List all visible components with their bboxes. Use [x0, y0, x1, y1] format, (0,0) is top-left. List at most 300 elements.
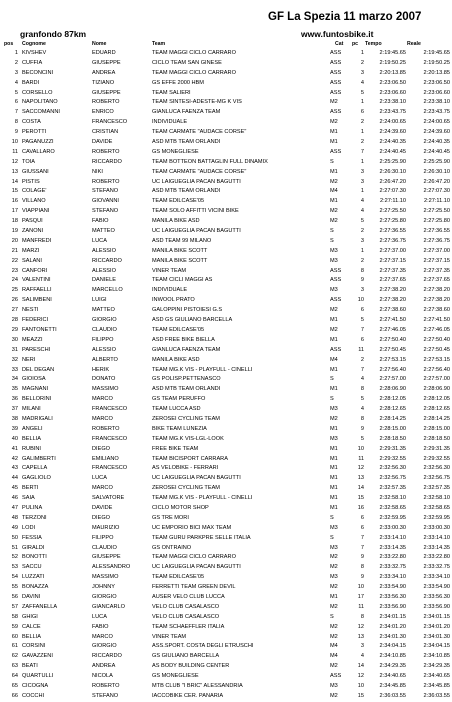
cell-surname: CORSELLO	[22, 89, 53, 96]
cell-name: ROBERTO	[92, 178, 120, 185]
table-row	[0, 98, 452, 108]
cell-time: 2:33:14.35	[379, 544, 406, 551]
cell-time: 2:27:37.00	[379, 247, 406, 254]
cell-name: GIORGIO	[92, 317, 117, 324]
cell-pos: 53	[11, 564, 18, 571]
cell-real: 2:29:31.35	[423, 445, 450, 452]
cell-time: 2:28:15.00	[379, 425, 406, 432]
cell-time: 2:32:57.35	[379, 485, 406, 492]
cell-real: 2:36:03.55	[423, 692, 450, 699]
cell-real: 2:19:45.65	[423, 50, 450, 56]
table-row	[0, 346, 452, 356]
cell-time: 2:34:10.85	[379, 653, 406, 660]
cell-cat: ASS	[330, 89, 342, 96]
cell-pc: 5	[360, 317, 364, 324]
cell-cat: M2	[330, 415, 338, 422]
cell-cat: M3	[330, 574, 338, 581]
cell-surname: CUFFIA	[22, 59, 43, 66]
cell-cat: S	[330, 158, 334, 165]
cell-time: 2:24:40.45	[379, 148, 406, 155]
cell-team: CICLO MOTOR SHOP	[152, 504, 209, 511]
cell-name: DANIELE	[92, 277, 116, 284]
cell-time: 2:34:45.85	[379, 683, 406, 689]
table-row	[0, 316, 452, 326]
cell-cat: M4	[330, 653, 338, 660]
cell-team: UC LAIGUEGLIA PACAN BAGUTTI	[152, 178, 241, 185]
cell-real: 2:33:22.80	[423, 554, 450, 561]
cell-pos: 33	[11, 366, 18, 373]
cell-pos: 18	[11, 218, 18, 225]
cell-pos: 20	[11, 237, 18, 244]
cell-name: MASSIMO	[92, 386, 119, 393]
table-row	[0, 366, 452, 376]
cell-surname: BONOTTI	[22, 554, 47, 561]
cell-team: AS BODY BUILDING CENTER	[152, 663, 230, 670]
table-row	[0, 237, 452, 247]
cell-name: ENRICO	[92, 109, 114, 116]
table-row	[0, 484, 452, 494]
cell-real: 2:32:56.75	[423, 475, 450, 482]
cell-surname: ZANONI	[22, 228, 44, 235]
table-row	[0, 158, 452, 168]
table-row	[0, 652, 452, 662]
cell-pos: 12	[11, 158, 18, 165]
cell-real: 2:32:56.30	[423, 465, 450, 472]
cell-pos: 60	[11, 633, 18, 640]
cell-team: UC LAIGUEGLIA PACAN BAGUTTI	[152, 475, 241, 482]
table-row	[0, 662, 452, 672]
cell-pos: 65	[11, 683, 18, 689]
cell-team: VINER TEAM	[152, 633, 187, 640]
cell-surname: MAGNANI	[22, 386, 49, 393]
cell-pos: 39	[11, 425, 18, 432]
cell-cat: M1	[330, 455, 338, 462]
cell-pc: 6	[360, 109, 364, 116]
cell-pc: 2	[360, 257, 364, 264]
cell-surname: PISTIS	[22, 178, 40, 185]
table-row	[0, 593, 452, 603]
cell-real: 2:34:01.15	[423, 613, 450, 620]
cell-name: MARCELLO	[92, 287, 123, 294]
cell-pc: 3	[360, 237, 364, 244]
cell-pc: 6	[360, 336, 364, 343]
cell-team: TEAM MG.K VIS-LGL-LOOK	[152, 435, 224, 442]
cell-team: TEAM MAGGI CICLO CARRARO	[152, 554, 236, 561]
cell-team: TEAM MG.K VIS - PLAYFULL - CINELLI	[152, 495, 253, 502]
cell-surname: LUZZATI	[22, 574, 45, 581]
cell-pos: 46	[11, 495, 18, 502]
cell-team: GS POLISP.PETTENASCO	[152, 376, 221, 383]
cell-time: 2:33:56.30	[379, 593, 406, 600]
cell-real: 2:27:56.40	[423, 366, 450, 373]
cell-pos: 15	[11, 188, 18, 195]
cell-time: 2:32:58.10	[379, 495, 406, 502]
cell-time: 2:27:41.50	[379, 317, 406, 324]
cell-name: EDUARD	[92, 50, 116, 56]
cell-pos: 62	[11, 653, 18, 660]
cell-name: TIZIANO	[92, 79, 115, 86]
cell-surname: FESSIA	[22, 534, 42, 541]
cell-team: GS EFFE 2000 HBM	[152, 79, 204, 86]
cell-cat: M2	[330, 326, 338, 333]
cell-real: 2:28:06.90	[423, 386, 450, 393]
cell-cat: ASS	[330, 346, 342, 353]
cell-team: TEAM CARMATE "AUDACE CORSE"	[152, 168, 247, 175]
header-time: Tempo	[365, 41, 382, 47]
table-row	[0, 514, 452, 524]
table-row	[0, 524, 452, 534]
table-row	[0, 385, 452, 395]
cell-pc: 4	[360, 653, 364, 660]
cell-name: FILIPPO	[92, 534, 114, 541]
cell-surname: VILLANO	[22, 198, 46, 205]
cell-real: 2:28:14.25	[423, 415, 450, 422]
cell-surname: MARZI	[22, 247, 40, 254]
cell-name: FABIO	[92, 218, 109, 225]
cell-time: 2:27:36.55	[379, 228, 406, 235]
cell-time: 2:23:06.50	[379, 79, 406, 86]
cell-name: LUIGI	[92, 297, 107, 304]
table-row	[0, 257, 452, 267]
cell-name: ALESSIO	[92, 346, 116, 353]
cell-cat: ASS	[330, 59, 342, 66]
cell-pc: 7	[360, 326, 364, 333]
table-row	[0, 563, 452, 573]
cell-real: 2:27:25.50	[423, 208, 450, 215]
cell-time: 2:28:18.50	[379, 435, 406, 442]
cell-surname: BELLIA	[22, 633, 41, 640]
cell-time: 2:27:56.40	[379, 366, 406, 373]
cell-team: VELO CLUB CASALASCO	[152, 603, 220, 610]
cell-team: TEAM MG.K VIS - PLAYFULL - CINELLI	[152, 366, 253, 373]
cell-pc: 8	[360, 386, 364, 393]
table-row	[0, 603, 452, 613]
cell-real: 2:34:10.85	[423, 653, 450, 660]
table-row	[0, 336, 452, 346]
cell-pos: 14	[11, 178, 18, 185]
cell-surname: ANGELI	[22, 425, 43, 432]
cell-pc: 7	[360, 544, 364, 551]
cell-pc: 12	[357, 673, 364, 680]
table-row	[0, 474, 452, 484]
cell-team: FERRETTI TEAM GREEN DEVIL	[152, 584, 236, 591]
table-row	[0, 415, 452, 425]
cell-name: FABIO	[92, 623, 109, 630]
table-row	[0, 633, 452, 643]
cell-team: VELO CLUB CASALASCO	[152, 613, 220, 620]
cell-name: DIEGO	[92, 445, 111, 452]
cell-pc: 11	[358, 603, 364, 610]
cell-real: 2:27:38.20	[423, 287, 450, 294]
table-row	[0, 89, 452, 99]
cell-cat: M2	[330, 178, 338, 185]
cell-name: STEFANO	[92, 692, 119, 699]
cell-time: 2:34:04.15	[379, 643, 406, 650]
cell-name: ROBERTO	[92, 148, 120, 155]
cell-pc: 8	[360, 564, 364, 571]
cell-cat: M1	[330, 504, 338, 511]
cell-pc: 3	[360, 178, 364, 185]
cell-real: 2:27:07.30	[423, 188, 450, 195]
cell-pos: 6	[14, 99, 18, 106]
cell-name: RICCARDO	[92, 158, 122, 165]
cell-team: ASD MTB TEAM ORLANDI	[152, 139, 221, 146]
cell-real: 2:27:50.40	[423, 336, 450, 343]
table-row	[0, 494, 452, 504]
cell-real: 2:28:18.50	[423, 435, 450, 442]
cell-real: 2:27:36.75	[423, 237, 450, 244]
cell-surname: LODI	[22, 524, 36, 531]
cell-pc: 4	[360, 376, 364, 383]
cell-pos: 27	[11, 307, 18, 314]
cell-pc: 12	[357, 623, 364, 630]
cell-cat: M2	[330, 119, 338, 126]
cell-pos: 29	[11, 326, 18, 333]
table-row	[0, 425, 452, 435]
cell-surname: MEAZZI	[22, 336, 43, 343]
cell-pos: 40	[11, 435, 18, 442]
cell-cat: M3	[330, 406, 338, 413]
cell-real: 2:32:57.35	[423, 485, 450, 492]
table-row	[0, 108, 452, 118]
cell-cat: M1	[330, 129, 338, 136]
cell-pos: 8	[14, 119, 18, 126]
cell-surname: VALENTINI	[22, 277, 51, 284]
cell-pc: 2	[360, 228, 364, 235]
cell-name: GIANCARLO	[92, 603, 125, 610]
cell-pc: 2	[360, 119, 364, 126]
cell-surname: SACCOMANNI	[22, 109, 60, 116]
cell-team: GS MONEGLIESE	[152, 148, 199, 155]
website-link[interactable]: www.funtosbike.it	[301, 29, 374, 39]
cell-pc: 1	[360, 50, 364, 56]
cell-cat: M3	[330, 544, 338, 551]
cell-time: 2:33:34.10	[379, 574, 406, 581]
table-row	[0, 187, 452, 197]
cell-name: FRANCESCO	[92, 119, 128, 126]
cell-pc: 8	[360, 267, 364, 274]
cell-name: MATTEO	[92, 307, 115, 314]
cell-real: 2:27:57.00	[423, 376, 450, 383]
page-title: GF La Spezia 11 marzo 2007	[268, 11, 422, 23]
table-row	[0, 613, 452, 623]
cell-team: ASD MTB TEAM ORLANDI	[152, 188, 221, 195]
cell-real: 2:32:59.95	[423, 514, 450, 521]
cell-name: NIKI	[92, 168, 103, 175]
cell-pc: 14	[357, 485, 364, 492]
table-row	[0, 435, 452, 445]
cell-cat: M4	[330, 643, 338, 650]
cell-pos: 4	[14, 79, 18, 86]
cell-name: ROBERTO	[92, 99, 120, 106]
cell-surname: BEATI	[22, 663, 38, 670]
cell-name: MAURIZIO	[92, 524, 120, 531]
cell-pc: 3	[360, 69, 364, 76]
cell-time: 2:20:13.85	[379, 69, 406, 76]
cell-real: 2:26:47.20	[423, 178, 450, 185]
cell-cat: M4	[330, 356, 338, 363]
cell-team: GIANLUCA FAENZA TEAM	[152, 346, 221, 353]
cell-time: 2:27:37.65	[379, 277, 406, 284]
cell-name: ALESSANDRO	[92, 564, 131, 571]
cell-pos: 36	[11, 396, 18, 403]
cell-cat: ASS	[330, 267, 342, 274]
cell-name: ANDREA	[92, 663, 116, 670]
race-subtitle: granfondo 87km	[20, 29, 87, 39]
cell-pc: 7	[360, 366, 364, 373]
cell-team: GS ONTRAINO	[152, 544, 192, 551]
cell-team: TEAM BICISPORT CARRARA	[152, 455, 228, 462]
cell-time: 2:26:47.20	[379, 178, 406, 185]
cell-team: UC EMPORIO BICI MAX TEAM	[152, 524, 232, 531]
cell-real: 2:29:32.55	[423, 455, 450, 462]
cell-team: TEAM MAGGI CICLO CARRARO	[152, 50, 236, 56]
table-row	[0, 445, 452, 455]
cell-pc: 9	[360, 277, 364, 284]
cell-pc: 17	[357, 593, 364, 600]
cell-time: 2:27:50.45	[379, 346, 406, 353]
cell-real: 2:28:15.00	[423, 425, 450, 432]
cell-cat: M1	[330, 198, 338, 205]
cell-team: VINER TEAM	[152, 267, 187, 274]
cell-real: 2:33:54.90	[423, 584, 450, 591]
cell-real: 2:27:41.50	[423, 317, 450, 324]
cell-team: GALOPPINI PISTOIESI G.S	[152, 307, 223, 314]
cell-pos: 47	[11, 504, 18, 511]
cell-cat: M1	[330, 336, 338, 343]
cell-pos: 35	[11, 386, 18, 393]
cell-surname: TERZONI	[22, 514, 47, 521]
cell-pc: 10	[357, 683, 364, 689]
cell-team: TEAM CARMATE "AUDACE CORSE"	[152, 129, 247, 136]
table-row	[0, 672, 452, 682]
cell-real: 2:34:01.20	[423, 623, 450, 630]
cell-time: 2:27:46.05	[379, 326, 406, 333]
cell-name: GIORGIO	[92, 593, 117, 600]
cell-real: 2:27:50.45	[423, 346, 450, 353]
cell-pc: 5	[360, 435, 364, 442]
cell-time: 2:33:14.10	[379, 534, 406, 541]
header-name: Nome	[92, 41, 107, 47]
cell-pos: 54	[11, 574, 18, 581]
cell-name: STEFANO	[92, 188, 119, 195]
cell-surname: SALANI	[22, 257, 42, 264]
cell-real: 2:27:25.80	[423, 218, 450, 225]
cell-pc: 2	[360, 139, 364, 146]
cell-pos: 59	[11, 623, 18, 630]
cell-name: GIOVANNI	[92, 198, 119, 205]
cell-pos: 50	[11, 534, 18, 541]
cell-name: LUCA	[92, 613, 107, 620]
cell-name: GIUSEPPE	[92, 59, 121, 66]
cell-pos: 44	[11, 475, 18, 482]
cell-time: 2:32:56.75	[379, 475, 406, 482]
cell-time: 2:33:32.75	[379, 564, 406, 571]
table-row	[0, 504, 452, 514]
cell-team: ZEROSEI CYCLING TEAM	[152, 485, 220, 492]
cell-real: 2:33:34.10	[423, 574, 450, 581]
cell-name: RICCARDO	[92, 257, 122, 264]
cell-surname: BARDI	[22, 79, 40, 86]
cell-pos: 17	[11, 208, 18, 215]
cell-pc: 4	[360, 198, 364, 205]
cell-pos: 61	[11, 643, 18, 650]
cell-pos: 26	[11, 297, 18, 304]
cell-pc: 2	[360, 59, 364, 66]
cell-pos: 5	[14, 89, 18, 96]
cell-cat: S	[330, 228, 334, 235]
cell-cat: M1	[330, 168, 338, 175]
cell-real: 2:19:50.25	[423, 59, 450, 66]
cell-time: 2:27:25.50	[379, 208, 406, 215]
cell-pc: 6	[360, 524, 364, 531]
cell-cat: S	[330, 376, 334, 383]
cell-pc: 16	[357, 504, 364, 511]
cell-surname: COLAGE'	[22, 188, 47, 195]
cell-real: 2:33:56.90	[423, 603, 450, 610]
cell-pc: 1	[360, 129, 364, 136]
cell-name: DAVIDE	[92, 504, 113, 511]
cell-name: MARCO	[92, 633, 113, 640]
cell-real: 2:33:56.30	[423, 593, 450, 600]
cell-team: TEAM BOTTEON BATTAGLIN FULL DINAMIX	[152, 158, 268, 165]
cell-time: 2:28:06.90	[379, 386, 406, 393]
cell-pc: 5	[360, 89, 364, 96]
cell-surname: FANTONETTI	[22, 326, 57, 333]
cell-name: ALBERTO	[92, 356, 118, 363]
cell-surname: CAVALLARO	[22, 148, 55, 155]
cell-pc: 9	[360, 574, 364, 581]
table-row	[0, 59, 452, 69]
cell-cat: M2	[330, 554, 338, 561]
cell-cat: M2	[330, 208, 338, 215]
cell-surname: COCCHI	[22, 692, 45, 699]
cell-pos: 25	[11, 287, 18, 294]
table-row	[0, 69, 452, 79]
cell-name: ROBERTO	[92, 683, 120, 689]
cell-pc: 8	[360, 613, 364, 620]
cell-time: 2:33:54.90	[379, 584, 406, 591]
cell-team: TEAM GURU PARKPRE SELLE ITALIA	[152, 534, 251, 541]
cell-surname: MADRIGALI	[22, 415, 53, 422]
cell-pos: 7	[14, 109, 18, 116]
cell-cat: M2	[330, 307, 338, 314]
table-row	[0, 247, 452, 257]
table-row	[0, 642, 452, 652]
cell-cat: M3	[330, 257, 338, 264]
cell-name: LUCA	[92, 475, 107, 482]
cell-pc: 7	[360, 148, 364, 155]
cell-real: 2:24:39.60	[423, 129, 450, 136]
table-row	[0, 178, 452, 188]
cell-team: MTB CLUB "I BRIC" ALESSANDRIA	[152, 683, 243, 689]
cell-team: TEAM LUCCA ASD	[152, 406, 201, 413]
cell-cat: M2	[330, 218, 338, 225]
cell-surname: BELLIA	[22, 435, 41, 442]
cell-surname: BONAZZA	[22, 584, 49, 591]
cell-name: MARCO	[92, 415, 113, 422]
cell-time: 2:33:56.90	[379, 603, 406, 610]
table-row	[0, 207, 452, 217]
cell-time: 2:29:31.35	[379, 445, 406, 452]
cell-name: CRISTIAN	[92, 129, 119, 136]
cell-surname: TOIA	[22, 158, 35, 165]
cell-time: 2:27:38.60	[379, 307, 406, 314]
table-row	[0, 356, 452, 366]
cell-real: 2:27:38.20	[423, 297, 450, 304]
table-row	[0, 267, 452, 277]
cell-cat: M3	[330, 683, 338, 689]
